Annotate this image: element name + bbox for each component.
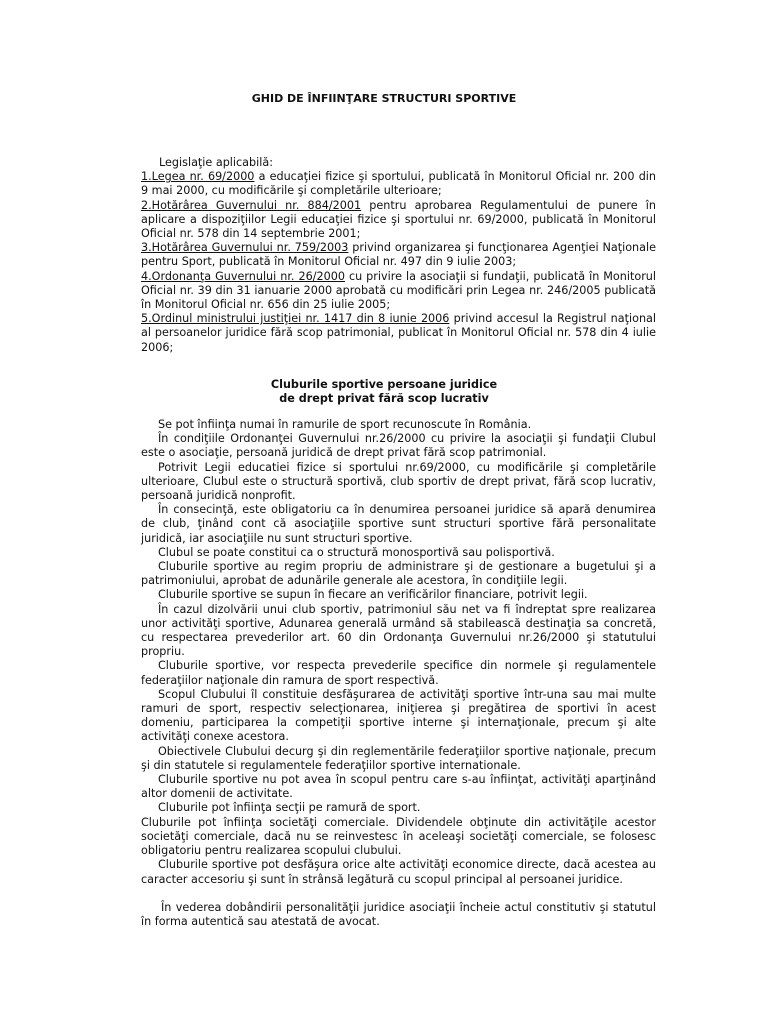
legislation-text: privind organizarea şi funcţionarea Agenţiei Naţionale pentru Sport, publicată în Monitorul Oficial nr. 497 din 9 iulie 2003; — [141, 241, 656, 269]
paragraph: Se pot înfiinţa numai în ramurile de sport recunoscute în România. — [158, 418, 532, 431]
legislation-heading: Legislaţie aplicabilă: — [159, 156, 273, 169]
paragraph: În vederea dobândirii personalităţii juridice asociaţii încheie actul constitutiv şi statutul în forma autentică sau atestată de avocat. — [141, 900, 656, 928]
paragraph: Cluburile sportive se supun în fiecare an verificărilor financiare, potrivit legii. — [158, 588, 588, 602]
legislation-item — [141, 270, 656, 313]
paragraph: În cazul dizolvării unui club sportiv, patrimoniul său net va fi îndreptat spre realizarea unor activităţi sportive, Adunarea generală urmând să stabilească destinaţia sa concretă, cu respectarea prevederilor art. 60 din Ordonanţa Guvernului nr.26/2000 şi statutului propriu. — [141, 602, 656, 659]
legislation-item — [141, 241, 656, 269]
paragraph: Cluburile pot înfiinţa societăţi comerciale. Dividendele obţinute din activităţile acestor societăţi comerciale, dacă nu se reinvestesc în aceleaşi societăţi comerciale, se folosesc obligatoriu pentru realizarea scopului clubului. — [141, 815, 656, 858]
legislation-link[interactable]: 5.Ordinul ministrului justiţiei nr. 1417 din 8 iunie 2006 — [141, 312, 450, 326]
paragraph: Cluburile sportive, vor respecta prevederile specifice din normele şi regulamentele federaţiilor naţionale din ramura de sport respectivă. — [141, 659, 656, 687]
legislation-link[interactable]: 3.Hotărârea Guvernului nr. 759/2003 — [141, 241, 349, 255]
paragraph: Cluburile sportive au regim propriu de administrare şi de gestionare a bugetului şi a patrimoniului, aprobat de adunările generale ale acestora, în condiţiile legii. — [141, 560, 656, 588]
section-heading-line1: Cluburile sportive persoane juridice — [270, 378, 498, 391]
legislation-text: cu privire la asociaţii si fundaţii, publicată în Monitorul Oficial nr. 39 din 31 ianuarie 2000 aprobată cu modificări prin Legea nr. 246/2005 publicată în Monitorul Oficial nr. 656 din 25 iulie 2005; — [141, 269, 657, 312]
legislation-item — [141, 199, 656, 242]
paragraph: În consecinţă, este obligatoriu ca în denumirea persoanei juridice să apară denumirea de club, ţinând cont că asociaţiile sportive sunt structuri sportive fără personalitate juridică, iar asociaţiile nu sunt structuri sportive. — [141, 503, 656, 545]
legislation-link[interactable]: 1.Legea nr. 69/2000 — [141, 170, 255, 184]
legislation-link[interactable]: 4.Ordonanţa Guvernului nr. 26/2000 — [141, 269, 345, 283]
legislation-text: pentru aprobarea Regulamentului de punere în aplicare a dispoziţiilor Legii educaţiei fizice şi sportului nr. 69/2000, publicată în Monitorul Oficial nr. 578 din 14 septembrie 2001; — [141, 198, 656, 241]
document-title: GHID DE ÎNFIINŢARE STRUCTURI SPORTIVE — [251, 92, 517, 105]
paragraph: Clubul se poate constitui ca o structură monosportivă sau polisportivă. — [158, 545, 555, 559]
legislation-link[interactable]: 2.Hotărârea Guvernului nr. 884/2001 — [141, 198, 362, 212]
legislation-item — [141, 170, 656, 198]
legislation-text: a educaţiei fizice şi sportului, publicată în Monitorul Oficial nr. 200 din 9 mai 2000, cu modificările şi completările ulterioare; — [141, 170, 656, 198]
paragraph: Cluburile pot înfiinţa secţii pe ramură de sport. — [158, 801, 421, 815]
legislation-block — [141, 156, 656, 355]
paragraph: Potrivit Legii educatiei fizice si sportului nr.69/2000, cu modificările şi completările ulterioare, Clubul este o structură sportivă, club sportiv de drept privat, fără scop lucrativ, persoană juridică nonprofit. — [141, 460, 656, 503]
paragraph: Obiectivele Clubului decurg şi din reglementările federaţiilor sportive naţionale, precum şi din statutele si regulamentele federaţiilor sportive internationale. — [141, 744, 656, 772]
section-body — [141, 418, 656, 929]
paragraph: Cluburile sportive nu pot avea în scopul pentru care s-au înfiinţat, activităţi aparţinând altor domenii de activitate. — [141, 773, 656, 801]
legislation-text: privind accesul la Registrul naţional al persoanelor juridice fără scop patrimonial, publicat în Monitorul Oficial nr. 578 din 4 iulie 2006; — [141, 312, 656, 354]
section-heading-line2: de drept privat fără scop lucrativ — [279, 392, 489, 405]
paragraph: Cluburile sportive pot desfăşura orice alte activităţi economice directe, dacă acestea au caracter accesoriu şi sunt în strânsă legătură cu scopul principal al persoanei juridice. — [141, 858, 656, 886]
paragraph: În condiţiile Ordonanţei Guvernului nr.26/2000 cu privire la asociaţii şi fundaţii Clubul este o asociaţie, persoană juridică de drept privat fără scop patrimonial. — [141, 432, 656, 460]
paragraph: Scopul Clubului îl constituie desfăşurarea de activităţi sportive într-una sau mai multe ramuri de sport, respectiv selecţionarea, iniţierea şi pregătirea de sportivi în acest domeniu, participarea la competiţii sportive interne şi internaţionale, precum şi alte activităţi conexe acestora. — [141, 687, 656, 744]
legislation-item — [141, 312, 656, 355]
